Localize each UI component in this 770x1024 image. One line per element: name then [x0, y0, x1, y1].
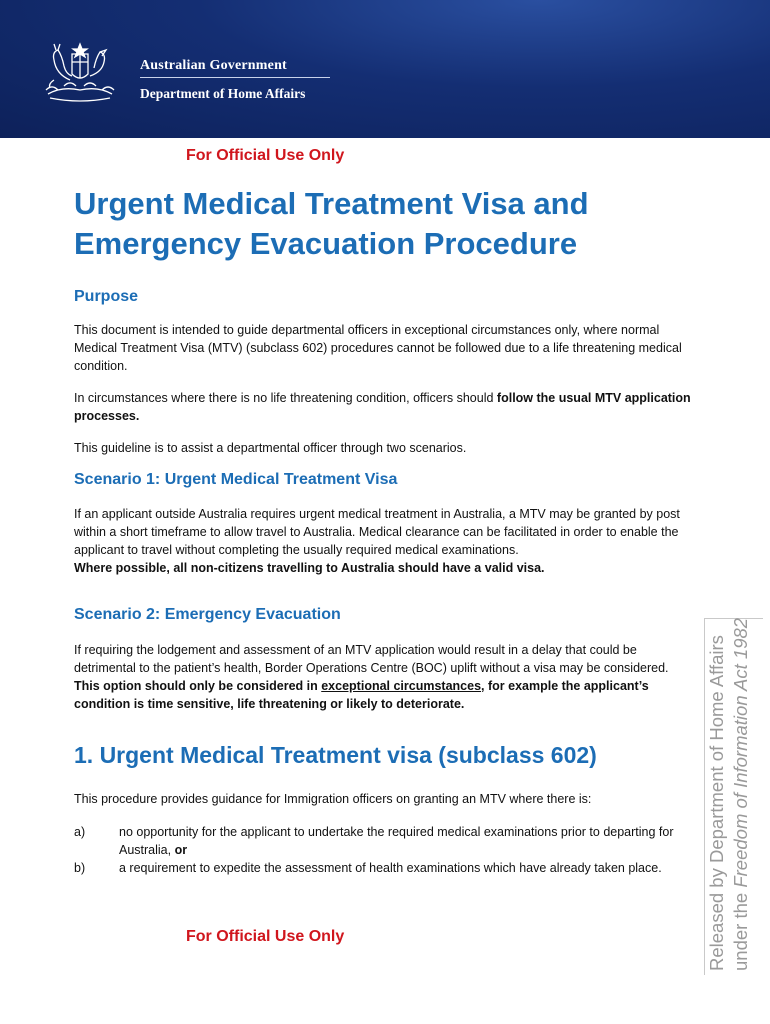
release-stamp-line-1: Released by Department of Home Affairs — [706, 635, 727, 971]
header-divider — [140, 77, 330, 78]
release-stamp-line-2: under the Freedom of Information Act 1982 — [730, 617, 751, 971]
section-1-heading: 1. Urgent Medical Treatment visa (subclass 602) — [74, 742, 597, 768]
section-1-intro: This procedure provides guidance for Immigration officers on granting an MTV where there is: — [74, 792, 592, 806]
header-banner — [0, 0, 770, 138]
government-name: Australian Government — [140, 58, 287, 73]
scenario-2-heading: Scenario 2: Emergency Evacuation — [74, 606, 341, 623]
scenario-1-heading: Scenario 1: Urgent Medical Treatment Visa — [74, 471, 398, 488]
foi-release-stamp — [704, 618, 763, 975]
purpose-heading: Purpose — [74, 288, 139, 305]
scenario-1-paragraph: If an applicant outside Australia requires urgent medical treatment in Australia, a MTV may be granted by post within a short timeframe to allow travel to Australia. Medical clearance can be facilitated in order to enable the applicant to travel without completing the usually required medical examinations. Where possible, all non-citizens travelling to Australia should have a valid visa. — [74, 507, 680, 575]
purpose-paragraph-3: This guideline is to assist a departmental officer through two scenarios. — [74, 441, 467, 455]
list-item: a requirement to expedite the assessment of health examinations which have already taken place. — [119, 861, 662, 875]
coat-of-arms-logo — [42, 40, 134, 106]
list-item-letter: a) — [74, 825, 86, 839]
classification-top: For Official Use Only — [186, 147, 345, 164]
department-name: Department of Home Affairs — [140, 86, 306, 101]
list-item: no opportunity for the applicant to undertake the required medical examinations prior to departing for Australia, or — [119, 825, 674, 857]
list-item-letter: b) — [74, 861, 86, 875]
scenario-2-paragraph: If requiring the lodgement and assessment of an MTV application would result in a delay that could be detrimental to the patient’s health, Border Operations Centre (BOC) uplift without a visa may be considered. This option should only be considered in exceptional circumstances, for example the applicant’s condition is time sensitive, life threatening or likely to deteriorate. — [74, 643, 669, 711]
purpose-paragraph-1: This document is intended to guide departmental officers in exceptional circumstances only, where normal Medical Treatment Visa (MTV) (subclass 602) procedures cannot be followed due to a life threatening medical condition. — [74, 323, 682, 373]
purpose-paragraph-2: In circumstances where there is no life threatening condition, officers should follow the usual MTV application processes. — [74, 391, 691, 423]
document-title: Urgent Medical Treatment Visa and Emergency Evacuation Procedure — [74, 186, 589, 261]
classification-bottom: For Official Use Only — [186, 928, 345, 945]
